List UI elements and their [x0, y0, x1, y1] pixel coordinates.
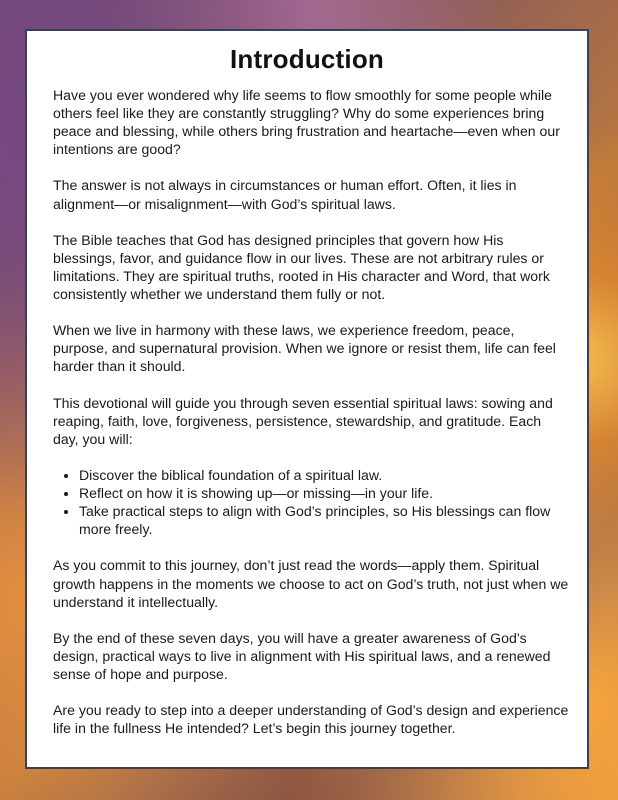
list-item: • Discover the biblical foundation of a spiritual law.	[79, 466, 569, 484]
paragraph-4: When we live in harmony with these laws, we experience freedom, peace, purpose, and supernatural provision. When we ignore or resist them, life can feel harder than it should.	[53, 322, 556, 375]
paragraph-7: By the end of these seven days, you will have a greater awareness of God’s design, practical ways to live in alignment with His spiritual laws, and a renewed sense of hope and purpose.	[53, 629, 551, 682]
page-title: Introduction	[229, 44, 385, 74]
paragraph-2: The answer is not always in circumstances or human effort. Often, it lies in alignment—or misalignment—with God’s spiritual laws.	[53, 177, 517, 212]
paragraph-3: The Bible teaches that God has designed principles that govern how His blessings, favor, and guidance flow in our lives. These are not arbitrary rules or limitations. They are spiritual truths, rooted in His character and Word, that work consistently whether we understand them fully or not.	[53, 231, 550, 303]
document-page	[25, 29, 589, 769]
paragraph-1: Have you ever wondered why life seems to flow smoothly for some people while others feel like they are constantly struggling? Why do some experiences bring peace and blessing, while others bring frustration and heartache—even when our intentions are good?	[53, 87, 560, 158]
document-body	[53, 86, 569, 755]
paragraph-8: Are you ready to step into a deeper understanding of God’s design and experience life in the fullness He intended? Let’s begin this journey together.	[53, 702, 569, 737]
list-item: • Reflect on how it is showing up—or missing—in your life.	[79, 484, 569, 502]
paragraph-6: As you commit to this journey, don’t just read the words—apply them. Spiritual growth happens in the moments we choose to act on God’s truth, not just when we understand it intellectually.	[53, 557, 569, 610]
bullet-list	[53, 466, 569, 538]
paragraph-5: This devotional will guide you through seven essential spiritual laws: sowing and reaping, faith, love, forgiveness, persistence, stewardship, and gratitude. Each day, you will:	[53, 394, 553, 447]
list-item: • Take practical steps to align with God’s principles, so His blessings can flow more freely.	[79, 502, 569, 538]
